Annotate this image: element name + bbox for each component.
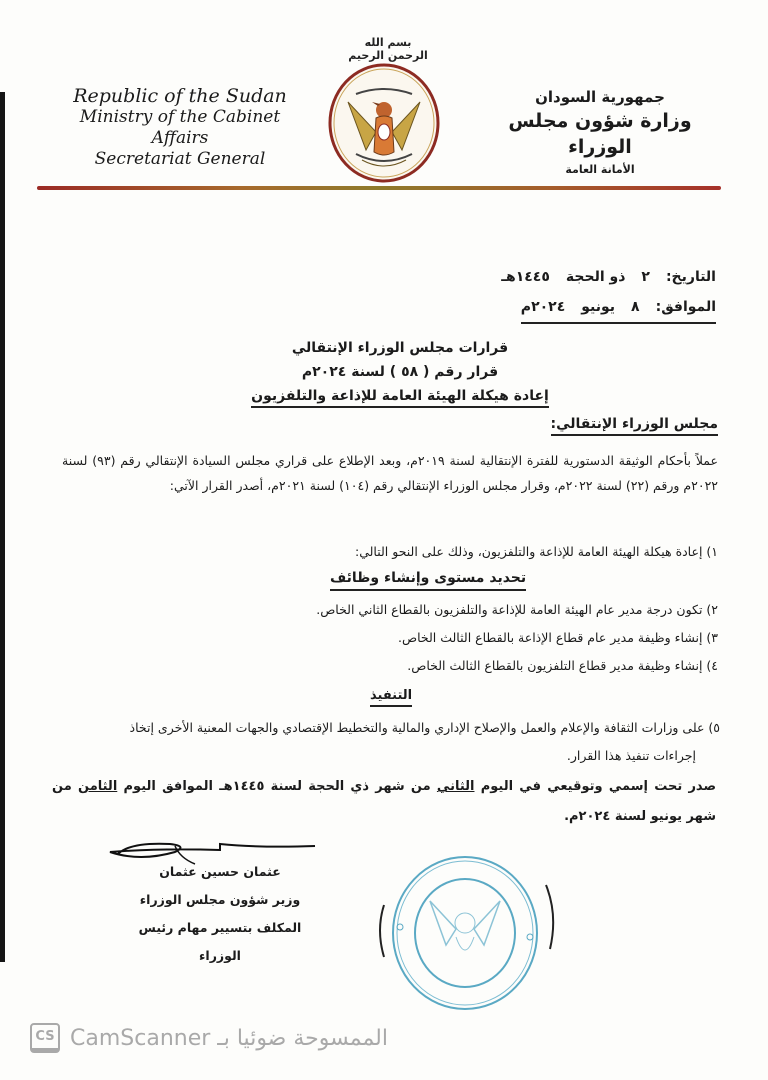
decision-item-4: ٤) إنشاء وظيفة مدير قطاع التلفزيون بالقطاع الثالث الخاص. [407, 658, 718, 673]
issued-day-word-2: الثامن [78, 779, 118, 794]
signature-block [120, 858, 320, 970]
sudan-coat-of-arms-icon [326, 62, 442, 184]
hijri-day: ٢ [641, 269, 650, 285]
signatory-title: وزير شؤون مجلس الوزراء [139, 892, 301, 907]
header-ar-republic: جمهورية السودان [535, 88, 665, 106]
execution-paragraph [52, 714, 720, 770]
signatory-title-2: المكلف بتسيير مهام رئيس الوزراء [138, 920, 302, 963]
title-line-subject: إعادة هيكلة الهيئة العامة للإذاعة والتلفزيون [251, 388, 549, 408]
issued-text-1: صدر تحت إسمي وتوقيعي في اليوم [474, 779, 717, 794]
decision-item-1: ١) إعادة هيكلة الهيئة العامة للإذاعة والتلفزيون، وذلك على النحو التالي: [354, 544, 718, 559]
gregorian-month: يونيو [581, 299, 616, 315]
title-line-decisions: قرارات مجلس الوزراء الإنتقالي [291, 340, 509, 356]
camscanner-text: الممسوحة ضوئيا بـ CamScanner [70, 1025, 388, 1051]
header-en-ministry: Ministry of the Cabinet Affairs [79, 107, 281, 148]
header-en-republic: Republic of the Sudan [73, 85, 287, 107]
hijri-date [476, 262, 716, 292]
gregorian-date [521, 292, 716, 324]
hijri-month: ذو الحجة [565, 269, 626, 285]
date-block [476, 262, 716, 324]
execution-line-1: ٥) على وزارات الثقافة والإعلام والعمل والإصلاح الإداري والمالية والتخطيط الإقتصادي والجهات المعنية الأخرى إتخاذ [129, 720, 720, 735]
decision-title [250, 336, 550, 408]
signatory-name: عثمان حسين عثمان [159, 864, 281, 879]
camscanner-watermark [30, 1018, 388, 1058]
decision-item-3: ٣) إنشاء وظيفة مدير عام قطاع الإذاعة بالقطاع الثالث الخاص. [398, 630, 718, 645]
hijri-date-label: التاريخ: [665, 269, 716, 285]
gregorian-day: ٨ [631, 299, 640, 315]
basmala-calligraphy: بسم الله الرحمن الرحيم [348, 36, 428, 62]
execution-line-2: إجراءات تنفيذ هذا القرار. [566, 748, 696, 763]
header-divider [37, 186, 721, 190]
camscanner-logo-icon: CS [30, 1023, 60, 1053]
title-line-number: قرار رقم ( ٥٨ ) لسنة ٢٠٢٤م [301, 364, 499, 380]
section-heading-positions: تحديد مستوى وإنشاء وظائف [330, 570, 526, 591]
official-stamp-icon [372, 845, 558, 1017]
issued-text-3: من شهر يونيو لسنة ٢٠٢٤م. [52, 779, 716, 824]
header-english [60, 86, 300, 170]
gregorian-date-label: الموافق: [655, 299, 716, 315]
issued-paragraph [52, 772, 716, 832]
intro-paragraph: عملاً بأحكام الوثيقة الدستورية للفترة الإنتقالية لسنة ٢٠١٩م، وبعد الإطلاع على قراري مجلس السيادة الإنتقالي رقم (٩٣) لسنة ٢٠٢٢م ورقم (٢٢) لسنة ٢٠٢٢م، وقرار مجلس الوزراء الإنتقالي رقم (١٠٤) لسنة ٢٠٢١م، أصدر القرار الآتي: [62, 453, 718, 493]
scan-edge-shadow [0, 92, 5, 962]
header-arabic [480, 86, 720, 180]
issued-text-2: من شهر ذي الحجة لسنة ١٤٤٥هـ الموافق اليوم [117, 779, 437, 794]
header-en-secretariat: Secretariat General [94, 149, 266, 169]
council-heading: مجلس الوزراء الإنتقالي: [551, 416, 718, 436]
execution-heading: التنفيذ [370, 688, 412, 707]
issued-day-word: الثاني [436, 779, 475, 794]
gregorian-year: ٢٠٢٤م [520, 299, 566, 315]
header-ar-ministry: وزارة شؤون مجلس الوزراء [508, 110, 692, 158]
hijri-year: ١٤٤٥هـ [501, 269, 550, 285]
header-ar-secretariat: الأمانة العامة [565, 163, 635, 176]
decision-item-2: ٢) تكون درجة مدير عام الهيئة العامة للإذاعة والتلفزيون بالقطاع الثاني الخاص. [316, 602, 718, 617]
